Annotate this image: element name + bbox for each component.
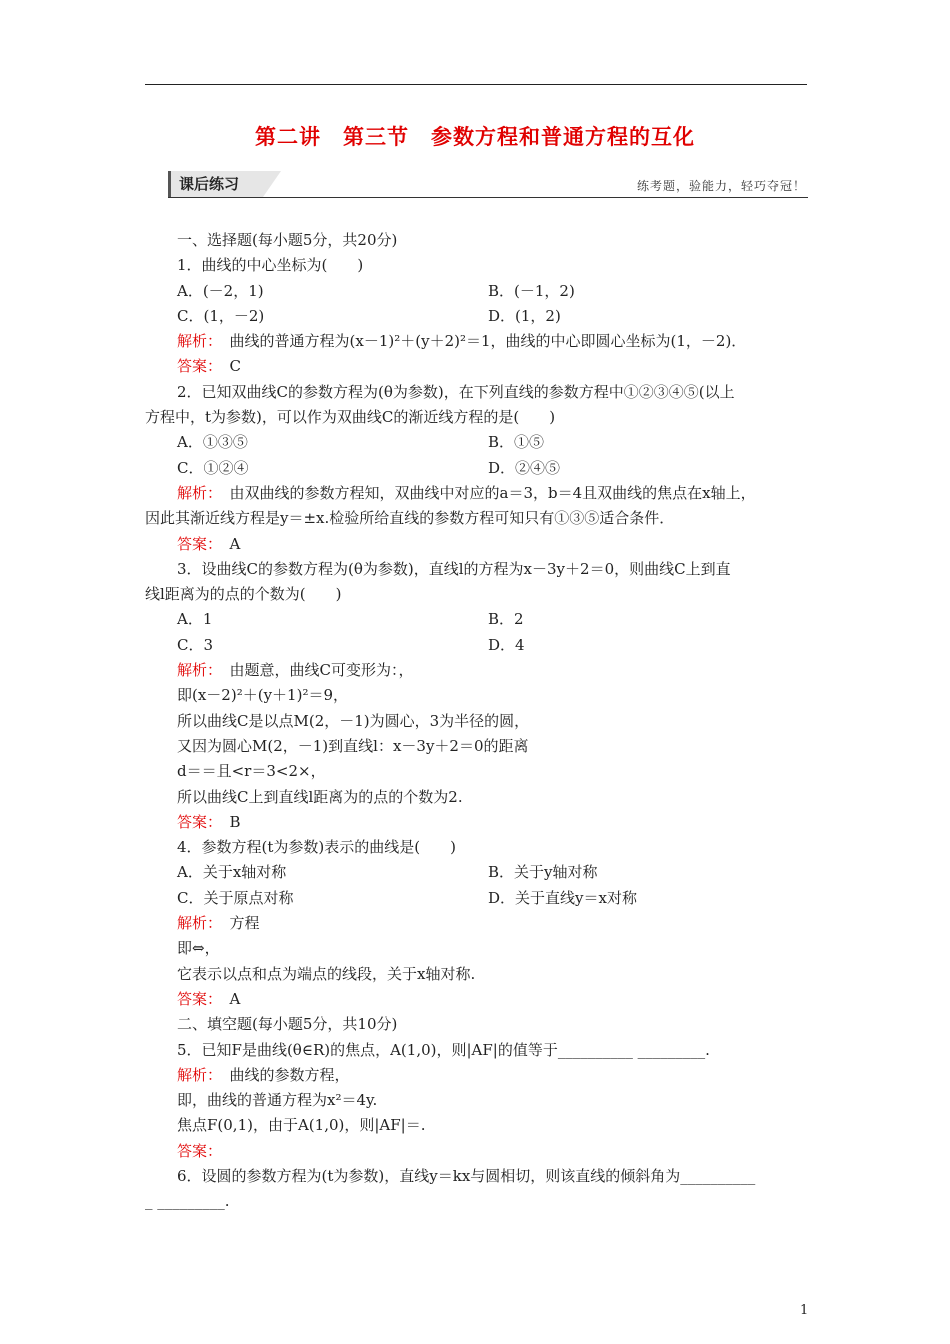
text-line xyxy=(145,1139,810,1164)
line-text: 方程 xyxy=(214,914,260,933)
option-left: C．关于原点对称 xyxy=(177,888,294,907)
text-line xyxy=(145,1038,810,1063)
line-text: d＝＝且<r＝3<2×， xyxy=(177,762,326,781)
text-line xyxy=(145,228,810,253)
line-text: _ _________. xyxy=(145,1192,230,1211)
option-right: B．关于y轴对称 xyxy=(488,863,598,882)
line-text: B xyxy=(214,812,241,831)
option-row xyxy=(145,886,810,911)
line-text: 它表示以点和点为端点的线段，关于x轴对称. xyxy=(177,964,476,983)
text-line xyxy=(145,734,810,759)
line-text: 2．已知双曲线C的参数方程为(θ为参数)，在下列直线的参数方程中①②③④⑤(以上 xyxy=(177,382,735,401)
option-right: D．(1，2) xyxy=(488,306,561,325)
option-right: B．(－1，2) xyxy=(488,281,575,300)
text-line xyxy=(145,582,810,607)
line-text: 所以曲线C上到直线l距离为的点的个数为2. xyxy=(177,787,463,806)
line-text: 即(x－2)²＋(y＋1)²＝9， xyxy=(177,686,348,705)
text-line xyxy=(145,936,810,961)
text-line xyxy=(145,557,810,582)
option-left: A．关于x轴对称 xyxy=(177,863,287,882)
option-right: D．4 xyxy=(488,635,525,654)
text-line xyxy=(145,683,810,708)
line-text: 方程中，t为参数)，可以作为双曲线C的渐近线方程的是( ) xyxy=(145,408,556,427)
option-left: C．①②④ xyxy=(177,458,249,477)
line-text: 1．曲线的中心坐标为( ) xyxy=(177,256,364,275)
text-line xyxy=(145,354,810,379)
line-text: 又因为圆心M(2，－1)到直线l：x－3y＋2＝0的距离 xyxy=(177,736,529,755)
option-row xyxy=(145,304,810,329)
text-line xyxy=(145,962,810,987)
answer-label: 解析： xyxy=(177,332,215,351)
line-text: 曲线的普通方程为(x－1)²＋(y＋2)²＝1，曲线的中心即圆心坐标为(1，－2)． xyxy=(214,332,747,351)
option-right: B．2 xyxy=(488,610,524,629)
option-left: A．①③⑤ xyxy=(177,433,248,452)
line-text: 焦点F(0,1)，由于A(1,0)，则|AF|＝. xyxy=(177,1116,426,1135)
line-text: 曲线的参数方程， xyxy=(214,1065,350,1084)
text-line xyxy=(145,987,810,1012)
page-title: 第二讲 第三节 参数方程和普通方程的互化 xyxy=(255,125,695,149)
line-text: 4．参数方程(t为参数)表示的曲线是( ) xyxy=(177,838,456,857)
option-right: D．②④⑤ xyxy=(488,458,561,477)
text-line xyxy=(145,532,810,557)
answer-label: 答案： xyxy=(177,534,215,553)
banner-slogan: 练考题，验能力，轻巧夺冠！ xyxy=(636,179,806,193)
line-text: 因此其渐近线方程是y＝±x.检验所给直线的参数方程可知只有①③⑤适合条件． xyxy=(145,509,675,528)
text-line xyxy=(145,1113,810,1138)
text-line xyxy=(145,835,810,860)
text-line xyxy=(145,405,810,430)
text-line xyxy=(145,380,810,405)
text-line xyxy=(145,329,810,354)
option-left: C．(1，－2) xyxy=(177,306,265,325)
line-text: 由题意，曲线C可变形为：， xyxy=(214,661,414,680)
text-line xyxy=(145,709,810,734)
text-line xyxy=(145,506,810,531)
option-right: B．①⑤ xyxy=(488,433,545,452)
line-text: 即⇔， xyxy=(177,939,220,958)
top-rule xyxy=(145,84,807,85)
line-text: 即，曲线的普通方程为x²＝4y. xyxy=(177,1091,378,1110)
page-number: 1 xyxy=(800,1303,809,1318)
option-row xyxy=(145,456,810,481)
text-line xyxy=(145,1088,810,1113)
option-row xyxy=(145,633,810,658)
text-line xyxy=(145,1063,810,1088)
line-text: 6．设圆的参数方程为(t为参数)，直线y＝kx与圆相切，则该直线的倾斜角为__________ xyxy=(177,1166,756,1185)
text-line xyxy=(145,1164,810,1189)
section-banner xyxy=(168,171,808,198)
line-text: 二、填空题(每小题5分，共10分) xyxy=(177,1015,398,1034)
answer-label: 答案： xyxy=(177,1141,223,1160)
option-row xyxy=(145,860,810,885)
line-text: C xyxy=(214,357,241,376)
answer-label: 答案： xyxy=(177,812,215,831)
answer-label: 答案： xyxy=(177,357,215,376)
document-body xyxy=(145,228,810,1215)
option-left: C．3 xyxy=(177,635,214,654)
answer-label: 解析： xyxy=(177,914,215,933)
line-text: 3．设曲线C的参数方程为(θ为参数)，直线l的方程为x－3y＋2＝0，则曲线C上到直 xyxy=(177,559,731,578)
text-line xyxy=(145,810,810,835)
answer-label: 解析： xyxy=(177,483,215,502)
line-text: 由双曲线的参数方程知，双曲线中对应的a＝3，b＝4且双曲线的焦点在x轴上， xyxy=(214,483,756,502)
line-text: A xyxy=(214,534,241,553)
banner-rule xyxy=(168,197,808,198)
text-line xyxy=(145,911,810,936)
text-line xyxy=(145,253,810,278)
option-row xyxy=(145,279,810,304)
text-line xyxy=(145,759,810,784)
answer-label: 解析： xyxy=(177,661,215,680)
text-line xyxy=(145,658,810,683)
line-text: 一、选择题(每小题5分，共20分) xyxy=(177,231,398,249)
banner-tag: 课后练习 xyxy=(168,171,263,197)
option-left: A．(－2，1) xyxy=(177,281,264,300)
option-row xyxy=(145,430,810,455)
answer-label: 解析： xyxy=(177,1065,215,1084)
line-text: 5．已知F是曲线(θ∈R)的焦点，A(1,0)，则|AF|的值等于__________ _________. xyxy=(177,1040,710,1059)
line-text: 线l距离为的点的个数为( ) xyxy=(145,585,342,604)
line-text: A xyxy=(214,989,241,1008)
option-right: D．关于直线y＝x对称 xyxy=(488,888,637,907)
text-line xyxy=(145,785,810,810)
line-text: 所以曲线C是以点M(2，－1)为圆心，3为半径的圆， xyxy=(177,711,530,730)
option-left: A．1 xyxy=(177,610,213,629)
option-row xyxy=(145,607,810,632)
text-line xyxy=(145,1012,810,1037)
banner-tag-tail xyxy=(263,171,281,197)
text-line xyxy=(145,481,810,506)
text-line xyxy=(145,1189,810,1214)
answer-label: 答案： xyxy=(177,989,215,1008)
